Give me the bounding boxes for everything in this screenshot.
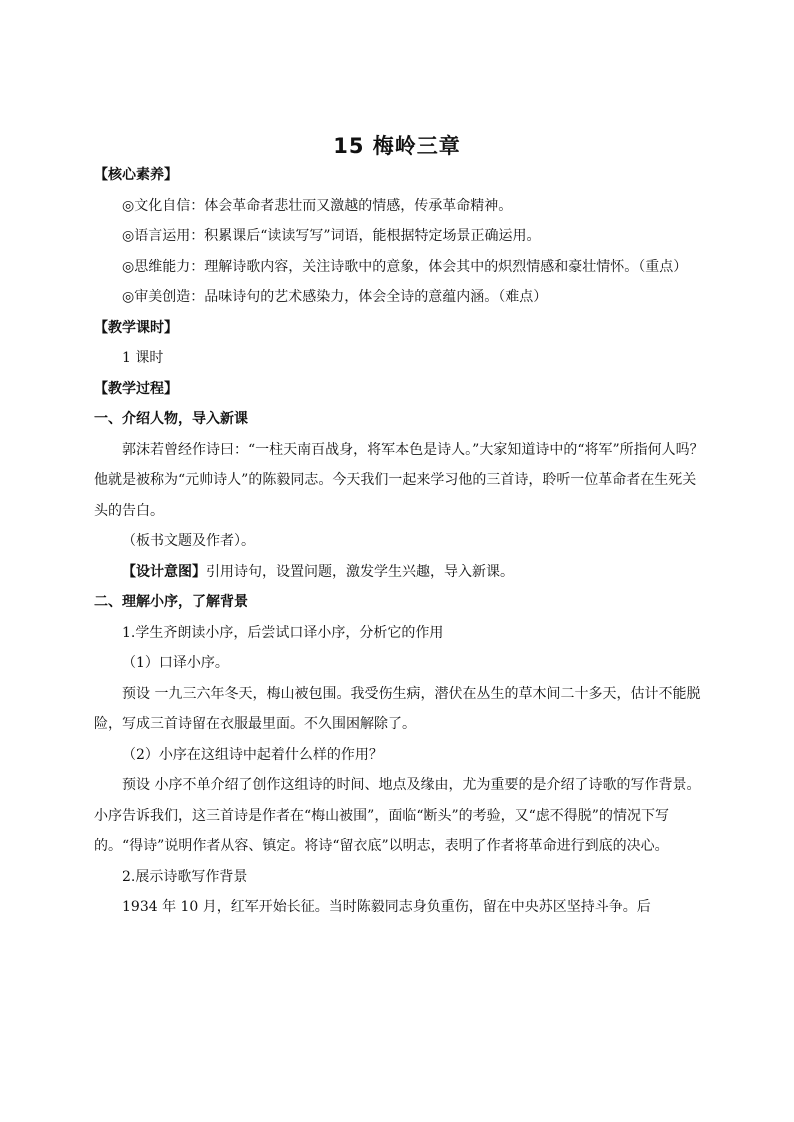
design-intent-label: 【设计意图】 <box>122 563 206 580</box>
document-title: 15 梅岭三章 <box>333 134 461 158</box>
core-item-aesthetic: ◎审美创造：品味诗句的艺术感染力，体会全诗的意蕴内涵。（难点） <box>122 289 548 305</box>
document-body <box>94 160 706 923</box>
design-intent <box>94 557 706 588</box>
question1: （1）口译小序。 <box>122 655 229 671</box>
part1-paragraph: 郭沫若曾经作诗曰：“一柱天南百战身，将军本色是诗人。”大家知道诗中的“将军”所指何人吗？他就是被称为“元帅诗人”的陈毅同志。今天我们一起来学习他的三首诗，聆听一位革命者在生死关头的告白。 <box>94 441 704 519</box>
question2: （2）小序在这组诗中起着什么样的作用？ <box>122 746 383 763</box>
part2-heading: 二、理解小序，了解背景 <box>94 594 248 610</box>
core-item-thinking: ◎思维能力：理解诗歌内容，关注诗歌中的意象，体会其中的炽烈情感和豪壮情怀。（重点） <box>122 258 688 275</box>
part1-note: （板书文题及作者）。 <box>122 533 255 549</box>
design-intent-text: 引用诗句，设置问题，激发学生兴趣，导入新课。 <box>206 563 514 580</box>
part1-heading: 一、介绍人物，导入新课 <box>94 411 248 427</box>
core-competency-heading: 【核心素养】 <box>94 167 178 183</box>
core-item-culture: ◎文化自信：体会革命者悲壮而又激越的情感，传承革命精神。 <box>122 197 513 214</box>
answer2: 预设 小序不单介绍了创作这组诗的时间、地点及缘由，尤为重要的是介绍了诗歌的写作背景。小序告诉我们，这三首诗是作者在“梅山被围”，面临“断头”的考验，又“虑不得脱”的情况下写的。“得诗”说明作者从容、镇定。将诗“留衣底”以明志，表明了作者将革命进行到底的决心。 <box>94 777 701 854</box>
teaching-hours-heading: 【教学课时】 <box>94 319 178 336</box>
teaching-process-heading: 【教学过程】 <box>94 380 178 397</box>
step1: 1.学生齐朗读小序，后尝试口译小序，分析它的作用 <box>122 624 444 641</box>
answer1: 预设 一九三六年冬天，梅山被包围。我受伤生病，潜伏在丛生的草木间二十多天，估计不能脱险，写成三首诗留在衣服最里面。不久围困解除了。 <box>94 685 701 732</box>
step2: 2.展示诗歌写作背景 <box>122 868 248 885</box>
background-paragraph: 1934 年 10 月，红军开始长征。当时陈毅同志身负重伤，留在中央苏区坚持斗争。后 <box>122 899 651 915</box>
core-item-language: ◎语言运用：积累课后“读读写写”词语，能根据特定场景正确运用。 <box>122 228 541 244</box>
teaching-hours-value: 1 课时 <box>122 350 164 366</box>
